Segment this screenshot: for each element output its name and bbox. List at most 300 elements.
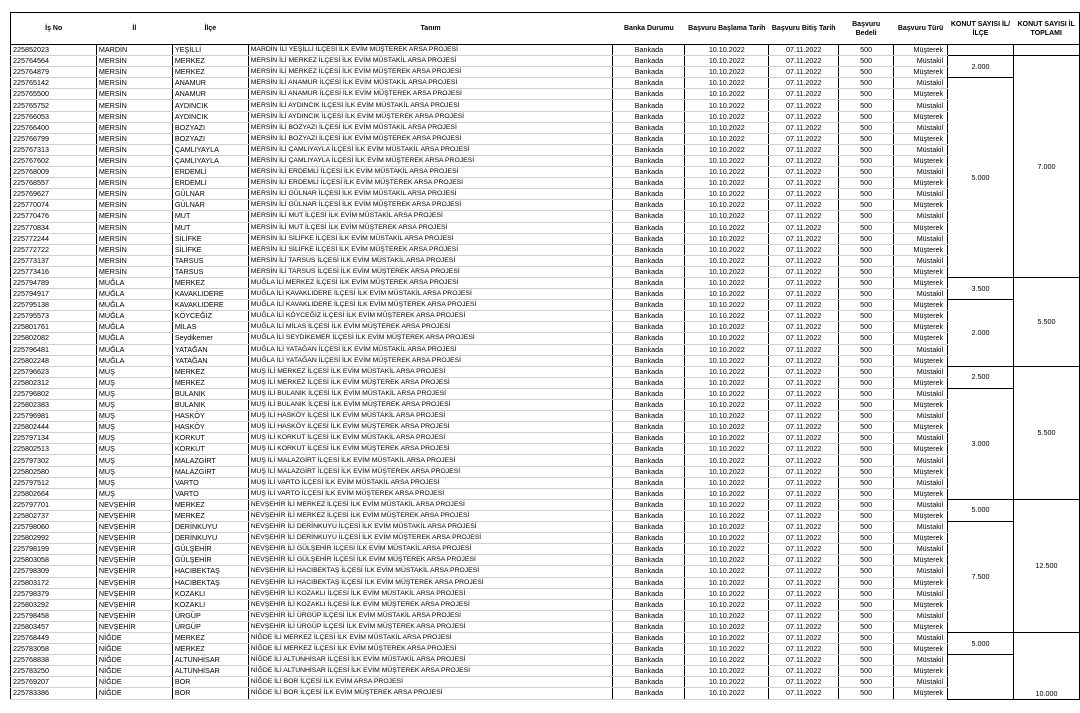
basvuru-bitis-cell: 07.11.2022 xyxy=(769,89,839,100)
ilce-cell: Seydikemer xyxy=(172,333,248,344)
basvuru-turu-cell: Müstakil xyxy=(894,78,948,89)
is-no-cell: 225802248 xyxy=(11,355,97,366)
table-row xyxy=(11,566,1080,577)
il-cell: NEVŞEHİR xyxy=(96,510,172,521)
basvuru-bedeli-cell: 500 xyxy=(839,599,894,610)
basvuru-bedeli-cell: 500 xyxy=(839,411,894,422)
basvuru-baslama-cell: 10.10.2022 xyxy=(685,632,769,643)
basvuru-turu-cell: Müşterek xyxy=(894,422,948,433)
is-no-cell: 225773137 xyxy=(11,255,97,266)
table-row xyxy=(11,377,1080,388)
is-no-cell: 225802737 xyxy=(11,510,97,521)
basvuru-bedeli-cell: 500 xyxy=(839,100,894,111)
basvuru-bitis-cell: 07.11.2022 xyxy=(769,144,839,155)
tanim-cell: MERSİN İLİ MERKEZ İLÇESİ İLK EVİM MÜŞTEREK ARSA PROJESİ xyxy=(248,67,613,78)
tanim-cell: MERSİN İLİ BOZYAZI İLÇESİ İLK EVİM MÜŞTEREK ARSA PROJESİ xyxy=(248,133,613,144)
il-cell: MERSİN xyxy=(96,144,172,155)
basvuru-bedeli-cell: 500 xyxy=(839,455,894,466)
is-no-cell: 225796481 xyxy=(11,344,97,355)
basvuru-bitis-cell: 07.11.2022 xyxy=(769,533,839,544)
basvuru-turu-cell: Müşterek xyxy=(894,466,948,477)
banka-durumu-cell: Bankada xyxy=(613,621,685,632)
table-row xyxy=(11,455,1080,466)
banka-durumu-cell: Bankada xyxy=(613,488,685,499)
il-cell: MERSİN xyxy=(96,89,172,100)
tanim-cell: NEVŞEHİR İLİ KOZAKLI İLÇESİ İLK EVİM MÜŞTEREK ARSA PROJESİ xyxy=(248,599,613,610)
is-no-cell: 225797302 xyxy=(11,455,97,466)
basvuru-turu-cell: Müşterek xyxy=(894,222,948,233)
basvuru-bedeli-cell: 500 xyxy=(839,522,894,533)
basvuru-baslama-cell: 10.10.2022 xyxy=(685,477,769,488)
banka-durumu-cell: Bankada xyxy=(613,178,685,189)
table-row xyxy=(11,333,1080,344)
tanim-cell: NİĞDE İLİ MERKEZ İLÇESİ İLK EVİM MÜŞTEREK ARSA PROJESİ xyxy=(248,644,613,655)
banka-durumu-cell: Bankada xyxy=(613,510,685,521)
is-no-cell: 225768557 xyxy=(11,178,97,189)
basvuru-baslama-cell: 10.10.2022 xyxy=(685,266,769,277)
ilce-cell: KAVAKLIDERE xyxy=(172,289,248,300)
banka-durumu-cell: Bankada xyxy=(613,644,685,655)
basvuru-baslama-cell: 10.10.2022 xyxy=(685,189,769,200)
table-row xyxy=(11,666,1080,677)
il-cell: MERSİN xyxy=(96,211,172,222)
table-row xyxy=(11,133,1080,144)
basvuru-baslama-cell: 10.10.2022 xyxy=(685,400,769,411)
is-no-cell: 225802513 xyxy=(11,444,97,455)
ilce-cell: MERKEZ xyxy=(172,67,248,78)
is-no-cell: 225795573 xyxy=(11,311,97,322)
banka-durumu-cell: Bankada xyxy=(613,89,685,100)
tanim-cell: MUŞ İLİ VARTO İLÇESİ İLK EVİM MÜŞTEREK ARSA PROJESİ xyxy=(248,488,613,499)
table-row xyxy=(11,688,1080,699)
banka-durumu-cell: Bankada xyxy=(613,566,685,577)
basvuru-turu-cell: Müşterek xyxy=(894,277,948,288)
basvuru-bedeli-cell: 500 xyxy=(839,144,894,155)
tanim-cell: NEVŞEHİR İLİ HACIBEKTAŞ İLÇESİ İLK EVİM MÜSTAKİL ARSA PROJESİ xyxy=(248,566,613,577)
ilce-cell: VARTO xyxy=(172,477,248,488)
il-cell: NİĞDE xyxy=(96,688,172,699)
basvuru-bedeli-cell: 500 xyxy=(839,189,894,200)
basvuru-turu-cell: Müşterek xyxy=(894,155,948,166)
il-cell: MUŞ xyxy=(96,400,172,411)
il-cell: MUĞLA xyxy=(96,289,172,300)
ilce-cell: KOZAKLI xyxy=(172,599,248,610)
ilce-cell: MİLAS xyxy=(172,322,248,333)
col-header-banka-durumu: Banka Durumu xyxy=(613,13,685,45)
basvuru-bitis-cell: 07.11.2022 xyxy=(769,388,839,399)
col-header-basvuru-turu: Başvuru Türü xyxy=(894,13,948,45)
basvuru-bedeli-cell: 500 xyxy=(839,89,894,100)
basvuru-turu-cell: Müşterek xyxy=(894,488,948,499)
basvuru-baslama-cell: 10.10.2022 xyxy=(685,333,769,344)
basvuru-bedeli-cell: 500 xyxy=(839,67,894,78)
ilce-cell: MERKEZ xyxy=(172,277,248,288)
tanim-cell: NEVŞEHİR İLİ MERKEZ İLÇESİ İLK EVİM MÜŞTEREK ARSA PROJESİ xyxy=(248,510,613,521)
basvuru-turu-cell: Müstakil xyxy=(894,499,948,510)
basvuru-baslama-cell: 10.10.2022 xyxy=(685,233,769,244)
table-row xyxy=(11,621,1080,632)
il-cell: MERSİN xyxy=(96,56,172,67)
il-cell: MERSİN xyxy=(96,155,172,166)
ilce-cell: MUT xyxy=(172,211,248,222)
col-header-basvuru-bedeli: Başvuru Bedeli xyxy=(839,13,894,45)
table-row xyxy=(11,422,1080,433)
basvuru-bitis-cell: 07.11.2022 xyxy=(769,300,839,311)
ilce-cell: ÜRGÜP xyxy=(172,610,248,621)
basvuru-bitis-cell: 07.11.2022 xyxy=(769,433,839,444)
is-no-cell: 225767313 xyxy=(11,144,97,155)
basvuru-bedeli-cell: 500 xyxy=(839,311,894,322)
basvuru-turu-cell: Müşterek xyxy=(894,355,948,366)
tanim-cell: MUŞ İLİ VARTO İLÇESİ İLK EVİM MÜSTAKİL ARSA PROJESİ xyxy=(248,477,613,488)
il-cell: MERSİN xyxy=(96,78,172,89)
il-cell: MUĞLA xyxy=(96,322,172,333)
basvuru-baslama-cell: 10.10.2022 xyxy=(685,344,769,355)
ilce-cell: GÜLNAR xyxy=(172,189,248,200)
banka-durumu-cell: Bankada xyxy=(613,577,685,588)
is-no-cell: 225769207 xyxy=(11,677,97,688)
il-cell: MUĞLA xyxy=(96,277,172,288)
table-row xyxy=(11,244,1080,255)
banka-durumu-cell: Bankada xyxy=(613,411,685,422)
basvuru-bedeli-cell: 500 xyxy=(839,289,894,300)
il-cell: NEVŞEHİR xyxy=(96,588,172,599)
basvuru-baslama-cell: 10.10.2022 xyxy=(685,277,769,288)
il-cell: NEVŞEHİR xyxy=(96,610,172,621)
tanim-cell: NEVŞEHİR İLİ KOZAKLI İLÇESİ İLK EVİM MÜSTAKİL ARSA PROJESİ xyxy=(248,588,613,599)
is-no-cell: 225764879 xyxy=(11,67,97,78)
tanim-cell: MERSİN İLİ MERKEZ İLÇESİ İLK EVİM MÜSTAKİL ARSA PROJESİ xyxy=(248,56,613,67)
basvuru-bitis-cell: 07.11.2022 xyxy=(769,677,839,688)
tanim-cell: MUŞ İLİ MERKEZ İLÇESİ İLK EVİM MÜŞTEREK ARSA PROJESİ xyxy=(248,377,613,388)
is-no-cell: 225798060 xyxy=(11,522,97,533)
basvuru-turu-cell: Müşterek xyxy=(894,300,948,311)
il-cell: NEVŞEHİR xyxy=(96,544,172,555)
table-row xyxy=(11,233,1080,244)
table-row xyxy=(11,344,1080,355)
basvuru-baslama-cell: 10.10.2022 xyxy=(685,510,769,521)
is-no-cell: 225764564 xyxy=(11,56,97,67)
is-no-cell: 225802383 xyxy=(11,400,97,411)
tanim-cell: MUŞ İLİ MALAZGİRT İLÇESİ İLK EVİM MÜŞTEREK ARSA PROJESİ xyxy=(248,466,613,477)
basvuru-baslama-cell: 10.10.2022 xyxy=(685,300,769,311)
tanim-cell: NEVŞEHİR İLİ ÜRGÜP İLÇESİ İLK EVİM MÜSTAKİL ARSA PROJESİ xyxy=(248,610,613,621)
basvuru-baslama-cell: 10.10.2022 xyxy=(685,422,769,433)
tanim-cell: MUŞ İLİ MALAZGİRT İLÇESİ İLK EVİM MÜSTAKİL ARSA PROJESİ xyxy=(248,455,613,466)
il-cell: MERSİN xyxy=(96,222,172,233)
basvuru-bedeli-cell: 500 xyxy=(839,555,894,566)
basvuru-bitis-cell: 07.11.2022 xyxy=(769,155,839,166)
housing-project-table xyxy=(10,12,1080,700)
is-no-cell: 225798199 xyxy=(11,544,97,555)
basvuru-bitis-cell: 07.11.2022 xyxy=(769,632,839,643)
basvuru-bitis-cell: 07.11.2022 xyxy=(769,688,839,699)
basvuru-bitis-cell: 07.11.2022 xyxy=(769,555,839,566)
basvuru-bedeli-cell: 500 xyxy=(839,488,894,499)
basvuru-baslama-cell: 10.10.2022 xyxy=(685,366,769,377)
tanim-cell: MERSİN İLİ TARSUS İLÇESİ İLK EVİM MÜŞTEREK ARSA PROJESİ xyxy=(248,266,613,277)
il-cell: MUĞLA xyxy=(96,333,172,344)
ilce-cell: GÜLNAR xyxy=(172,200,248,211)
basvuru-baslama-cell: 10.10.2022 xyxy=(685,377,769,388)
basvuru-bitis-cell: 07.11.2022 xyxy=(769,178,839,189)
table-row xyxy=(11,189,1080,200)
basvuru-bedeli-cell: 500 xyxy=(839,433,894,444)
basvuru-turu-cell: Müşterek xyxy=(894,311,948,322)
is-no-cell: 225795138 xyxy=(11,300,97,311)
banka-durumu-cell: Bankada xyxy=(613,300,685,311)
ilce-cell: AYDINCIK xyxy=(172,111,248,122)
ilce-cell: MERKEZ xyxy=(172,366,248,377)
konut-il-ilce-cell: 2.000 xyxy=(948,300,1014,367)
il-cell: MERSİN xyxy=(96,122,172,133)
basvuru-bitis-cell: 07.11.2022 xyxy=(769,566,839,577)
basvuru-bitis-cell: 07.11.2022 xyxy=(769,211,839,222)
tanim-cell: MUĞLA İLİ YATAĞAN İLÇESİ İLK EVİM MÜŞTEREK ARSA PROJESİ xyxy=(248,355,613,366)
is-no-cell: 225772244 xyxy=(11,233,97,244)
il-cell: MERSİN xyxy=(96,178,172,189)
table-row xyxy=(11,277,1080,288)
banka-durumu-cell: Bankada xyxy=(613,544,685,555)
ilce-cell: HACIBEKTAŞ xyxy=(172,577,248,588)
table-row xyxy=(11,67,1080,78)
il-cell: MUŞ xyxy=(96,455,172,466)
is-no-cell: 225766799 xyxy=(11,133,97,144)
ilce-cell: BULANIK xyxy=(172,388,248,399)
basvuru-bitis-cell: 07.11.2022 xyxy=(769,233,839,244)
ilce-cell: ÇAMLIYAYLA xyxy=(172,155,248,166)
basvuru-baslama-cell: 10.10.2022 xyxy=(685,577,769,588)
basvuru-turu-cell: Müşterek xyxy=(894,666,948,677)
ilce-cell: ERDEMLİ xyxy=(172,167,248,178)
banka-durumu-cell: Bankada xyxy=(613,211,685,222)
ilce-cell: BOZYAZI xyxy=(172,133,248,144)
col-header-tanim: Tanım xyxy=(248,13,613,45)
il-cell: MERSİN xyxy=(96,233,172,244)
col-header-basvuru-baslama: Başvuru Başlama Tarih xyxy=(685,13,769,45)
banka-durumu-cell: Bankada xyxy=(613,444,685,455)
il-cell: MUĞLA xyxy=(96,355,172,366)
basvuru-baslama-cell: 10.10.2022 xyxy=(685,488,769,499)
tanim-cell: NİĞDE İLİ MERKEZ İLÇESİ İLK EVİM MÜSTAKİL ARSA PROJESİ xyxy=(248,632,613,643)
table-row xyxy=(11,544,1080,555)
is-no-cell: 225803457 xyxy=(11,621,97,632)
basvuru-turu-cell: Müstakil xyxy=(894,189,948,200)
is-no-cell: 225767602 xyxy=(11,155,97,166)
tanim-cell: MERSİN İLİ ERDEMLİ İLÇESİ İLK EVİM MÜŞTEREK ARSA PROJESİ xyxy=(248,178,613,189)
basvuru-turu-cell: Müstakil xyxy=(894,455,948,466)
tanim-cell: MUĞLA İLİ MİLAS İLÇESİ İLK EVİM MÜŞTEREK ARSA PROJESİ xyxy=(248,322,613,333)
basvuru-bitis-cell: 07.11.2022 xyxy=(769,222,839,233)
il-cell: MERSİN xyxy=(96,167,172,178)
is-no-cell: 225773416 xyxy=(11,266,97,277)
tanim-cell: MUĞLA İLİ KAVAKLIDERE İLÇESİ İLK EVİM MÜŞTEREK ARSA PROJESİ xyxy=(248,300,613,311)
table-row xyxy=(11,167,1080,178)
col-header-il: İl xyxy=(96,13,172,45)
basvuru-bedeli-cell: 500 xyxy=(839,366,894,377)
table-row xyxy=(11,466,1080,477)
basvuru-bitis-cell: 07.11.2022 xyxy=(769,644,839,655)
basvuru-bitis-cell: 07.11.2022 xyxy=(769,610,839,621)
tanim-cell: MUĞLA İLİ YATAĞAN İLÇESİ İLK EVİM MÜSTAKİL ARSA PROJESİ xyxy=(248,344,613,355)
ilce-cell: MUT xyxy=(172,222,248,233)
basvuru-turu-cell: Müstakil xyxy=(894,411,948,422)
basvuru-bedeli-cell: 500 xyxy=(839,344,894,355)
il-cell: MUĞLA xyxy=(96,311,172,322)
basvuru-turu-cell: Müstakil xyxy=(894,233,948,244)
basvuru-turu-cell: Müşterek xyxy=(894,644,948,655)
basvuru-baslama-cell: 10.10.2022 xyxy=(685,466,769,477)
basvuru-bitis-cell: 07.11.2022 xyxy=(769,666,839,677)
basvuru-bedeli-cell: 500 xyxy=(839,510,894,521)
ilce-cell: BULANIK xyxy=(172,400,248,411)
basvuru-bitis-cell: 07.11.2022 xyxy=(769,477,839,488)
basvuru-bitis-cell: 07.11.2022 xyxy=(769,544,839,555)
basvuru-baslama-cell: 10.10.2022 xyxy=(685,588,769,599)
basvuru-baslama-cell: 10.10.2022 xyxy=(685,388,769,399)
il-cell: MERSİN xyxy=(96,255,172,266)
basvuru-bedeli-cell: 500 xyxy=(839,78,894,89)
il-cell: MUŞ xyxy=(96,366,172,377)
banka-durumu-cell: Bankada xyxy=(613,311,685,322)
table-row xyxy=(11,444,1080,455)
tanim-cell: MUĞLA İLİ KÖYCEĞİZ İLÇESİ İLK EVİM MÜŞTEREK ARSA PROJESİ xyxy=(248,311,613,322)
basvuru-bitis-cell: 07.11.2022 xyxy=(769,289,839,300)
is-no-cell: 225768449 xyxy=(11,632,97,643)
table-row xyxy=(11,477,1080,488)
il-cell: MUŞ xyxy=(96,444,172,455)
basvuru-bitis-cell: 07.11.2022 xyxy=(769,344,839,355)
is-no-cell: 225770074 xyxy=(11,200,97,211)
il-cell: MUŞ xyxy=(96,411,172,422)
basvuru-turu-cell: Müşterek xyxy=(894,67,948,78)
tanim-cell: MERSİN İLİ AYDINCIK İLÇESİ İLK EVİM MÜŞTEREK ARSA PROJESİ xyxy=(248,111,613,122)
banka-durumu-cell: Bankada xyxy=(613,277,685,288)
basvuru-bitis-cell: 07.11.2022 xyxy=(769,255,839,266)
ilce-cell: HACIBEKTAŞ xyxy=(172,566,248,577)
table-row xyxy=(11,388,1080,399)
il-cell: MUĞLA xyxy=(96,344,172,355)
basvuru-bedeli-cell: 500 xyxy=(839,167,894,178)
basvuru-bitis-cell: 07.11.2022 xyxy=(769,133,839,144)
basvuru-baslama-cell: 10.10.2022 xyxy=(685,100,769,111)
basvuru-turu-cell: Müstakil xyxy=(894,433,948,444)
table-row xyxy=(11,555,1080,566)
is-no-cell: 225802992 xyxy=(11,533,97,544)
ilce-cell: MERKEZ xyxy=(172,56,248,67)
tanim-cell: MUĞLA İLİ KAVAKLIDERE İLÇESİ İLK EVİM MÜSTAKİL ARSA PROJESİ xyxy=(248,289,613,300)
basvuru-turu-cell: Müşterek xyxy=(894,244,948,255)
tanim-cell: MERSİN İLİ BOZYAZI İLÇESİ İLK EVİM MÜSTAKİL ARSA PROJESİ xyxy=(248,122,613,133)
table-row xyxy=(11,222,1080,233)
table-row xyxy=(11,289,1080,300)
il-cell: MUŞ xyxy=(96,477,172,488)
table-row xyxy=(11,45,1080,56)
basvuru-bedeli-cell: 500 xyxy=(839,133,894,144)
tanim-cell: NİĞDE İLİ ALTUNHİSAR İLÇESİ İLK EVİM MÜŞTEREK ARSA PROJESİ xyxy=(248,666,613,677)
table-row xyxy=(11,499,1080,510)
basvuru-bedeli-cell: 500 xyxy=(839,499,894,510)
basvuru-turu-cell: Müstakil xyxy=(894,522,948,533)
basvuru-turu-cell: Müşterek xyxy=(894,333,948,344)
basvuru-bedeli-cell: 500 xyxy=(839,333,894,344)
basvuru-baslama-cell: 10.10.2022 xyxy=(685,78,769,89)
is-no-cell: 225796623 xyxy=(11,366,97,377)
tanim-cell: MERSİN İLİ ANAMUR İLÇESİ İLK EVİM MÜŞTEREK ARSA PROJESİ xyxy=(248,89,613,100)
table-row xyxy=(11,155,1080,166)
basvuru-bedeli-cell: 500 xyxy=(839,322,894,333)
basvuru-turu-cell: Müşterek xyxy=(894,533,948,544)
il-cell: MARDİN xyxy=(96,45,172,56)
basvuru-baslama-cell: 10.10.2022 xyxy=(685,599,769,610)
banka-durumu-cell: Bankada xyxy=(613,688,685,699)
il-cell: MUŞ xyxy=(96,388,172,399)
col-header-konut-il-ilce: KONUT SAYISI İL/İLÇE xyxy=(948,13,1014,45)
konut-il-toplami-cell: 5.500 xyxy=(1013,366,1079,499)
basvuru-bedeli-cell: 500 xyxy=(839,233,894,244)
is-no-cell: 225798379 xyxy=(11,588,97,599)
basvuru-bitis-cell: 07.11.2022 xyxy=(769,488,839,499)
is-no-cell: 225772722 xyxy=(11,244,97,255)
basvuru-bitis-cell: 07.11.2022 xyxy=(769,189,839,200)
tanim-cell: NİĞDE İLİ ALTUNHİSAR İLÇESİ İLK EVİM MÜSTAKİL ARSA PROJESİ xyxy=(248,655,613,666)
basvuru-bedeli-cell: 500 xyxy=(839,45,894,56)
banka-durumu-cell: Bankada xyxy=(613,133,685,144)
basvuru-bedeli-cell: 500 xyxy=(839,277,894,288)
basvuru-baslama-cell: 10.10.2022 xyxy=(685,688,769,699)
ilce-cell: SİLİFKE xyxy=(172,233,248,244)
basvuru-turu-cell: Müşterek xyxy=(894,688,948,699)
basvuru-bitis-cell: 07.11.2022 xyxy=(769,621,839,632)
konut-il-toplami-cell xyxy=(1013,45,1079,56)
il-cell: NEVŞEHİR xyxy=(96,566,172,577)
tanim-cell: NEVŞEHİR İLİ HACIBEKTAŞ İLÇESİ İLK EVİM MÜŞTEREK ARSA PROJESİ xyxy=(248,577,613,588)
tanim-cell: NİĞDE İLİ BOR İLÇESİ İLK EVİM MÜŞTEREK ARSA PROJESİ xyxy=(248,688,613,699)
basvuru-bedeli-cell: 500 xyxy=(839,244,894,255)
banka-durumu-cell: Bankada xyxy=(613,144,685,155)
is-no-cell: 225797134 xyxy=(11,433,97,444)
basvuru-baslama-cell: 10.10.2022 xyxy=(685,655,769,666)
basvuru-bedeli-cell: 500 xyxy=(839,56,894,67)
ilce-cell: KAVAKLIDERE xyxy=(172,300,248,311)
il-cell: MUŞ xyxy=(96,488,172,499)
ilce-cell: KORKUT xyxy=(172,433,248,444)
basvuru-bitis-cell: 07.11.2022 xyxy=(769,100,839,111)
is-no-cell: 225766053 xyxy=(11,111,97,122)
table-row xyxy=(11,56,1080,67)
il-cell: NİĞDE xyxy=(96,644,172,655)
tanim-cell: MUŞ İLİ KORKUT İLÇESİ İLK EVİM MÜŞTEREK ARSA PROJESİ xyxy=(248,444,613,455)
tanim-cell: MERSİN İLİ MUT İLÇESİ İLK EVİM MÜSTAKİL ARSA PROJESİ xyxy=(248,211,613,222)
banka-durumu-cell: Bankada xyxy=(613,522,685,533)
tanim-cell: MERSİN İLİ ÇAMLIYAYLA İLÇESİ İLK EVİM MÜSTAKİL ARSA PROJESİ xyxy=(248,144,613,155)
basvuru-bitis-cell: 07.11.2022 xyxy=(769,122,839,133)
basvuru-turu-cell: Müstakil xyxy=(894,677,948,688)
banka-durumu-cell: Bankada xyxy=(613,610,685,621)
is-no-cell: 225802444 xyxy=(11,422,97,433)
is-no-cell: 225783058 xyxy=(11,644,97,655)
banka-durumu-cell: Bankada xyxy=(613,189,685,200)
table-row xyxy=(11,200,1080,211)
is-no-cell: 225765500 xyxy=(11,89,97,100)
il-cell: MERSİN xyxy=(96,244,172,255)
banka-durumu-cell: Bankada xyxy=(613,588,685,599)
table-row xyxy=(11,632,1080,643)
tanim-cell: NEVŞEHİR İLİ ÜRGÜP İLÇESİ İLK EVİM MÜŞTEREK ARSA PROJESİ xyxy=(248,621,613,632)
table-row xyxy=(11,178,1080,189)
basvuru-bedeli-cell: 500 xyxy=(839,422,894,433)
tanim-cell: MERSİN İLİ GÜLNAR İLÇESİ İLK EVİM MÜŞTEREK ARSA PROJESİ xyxy=(248,200,613,211)
